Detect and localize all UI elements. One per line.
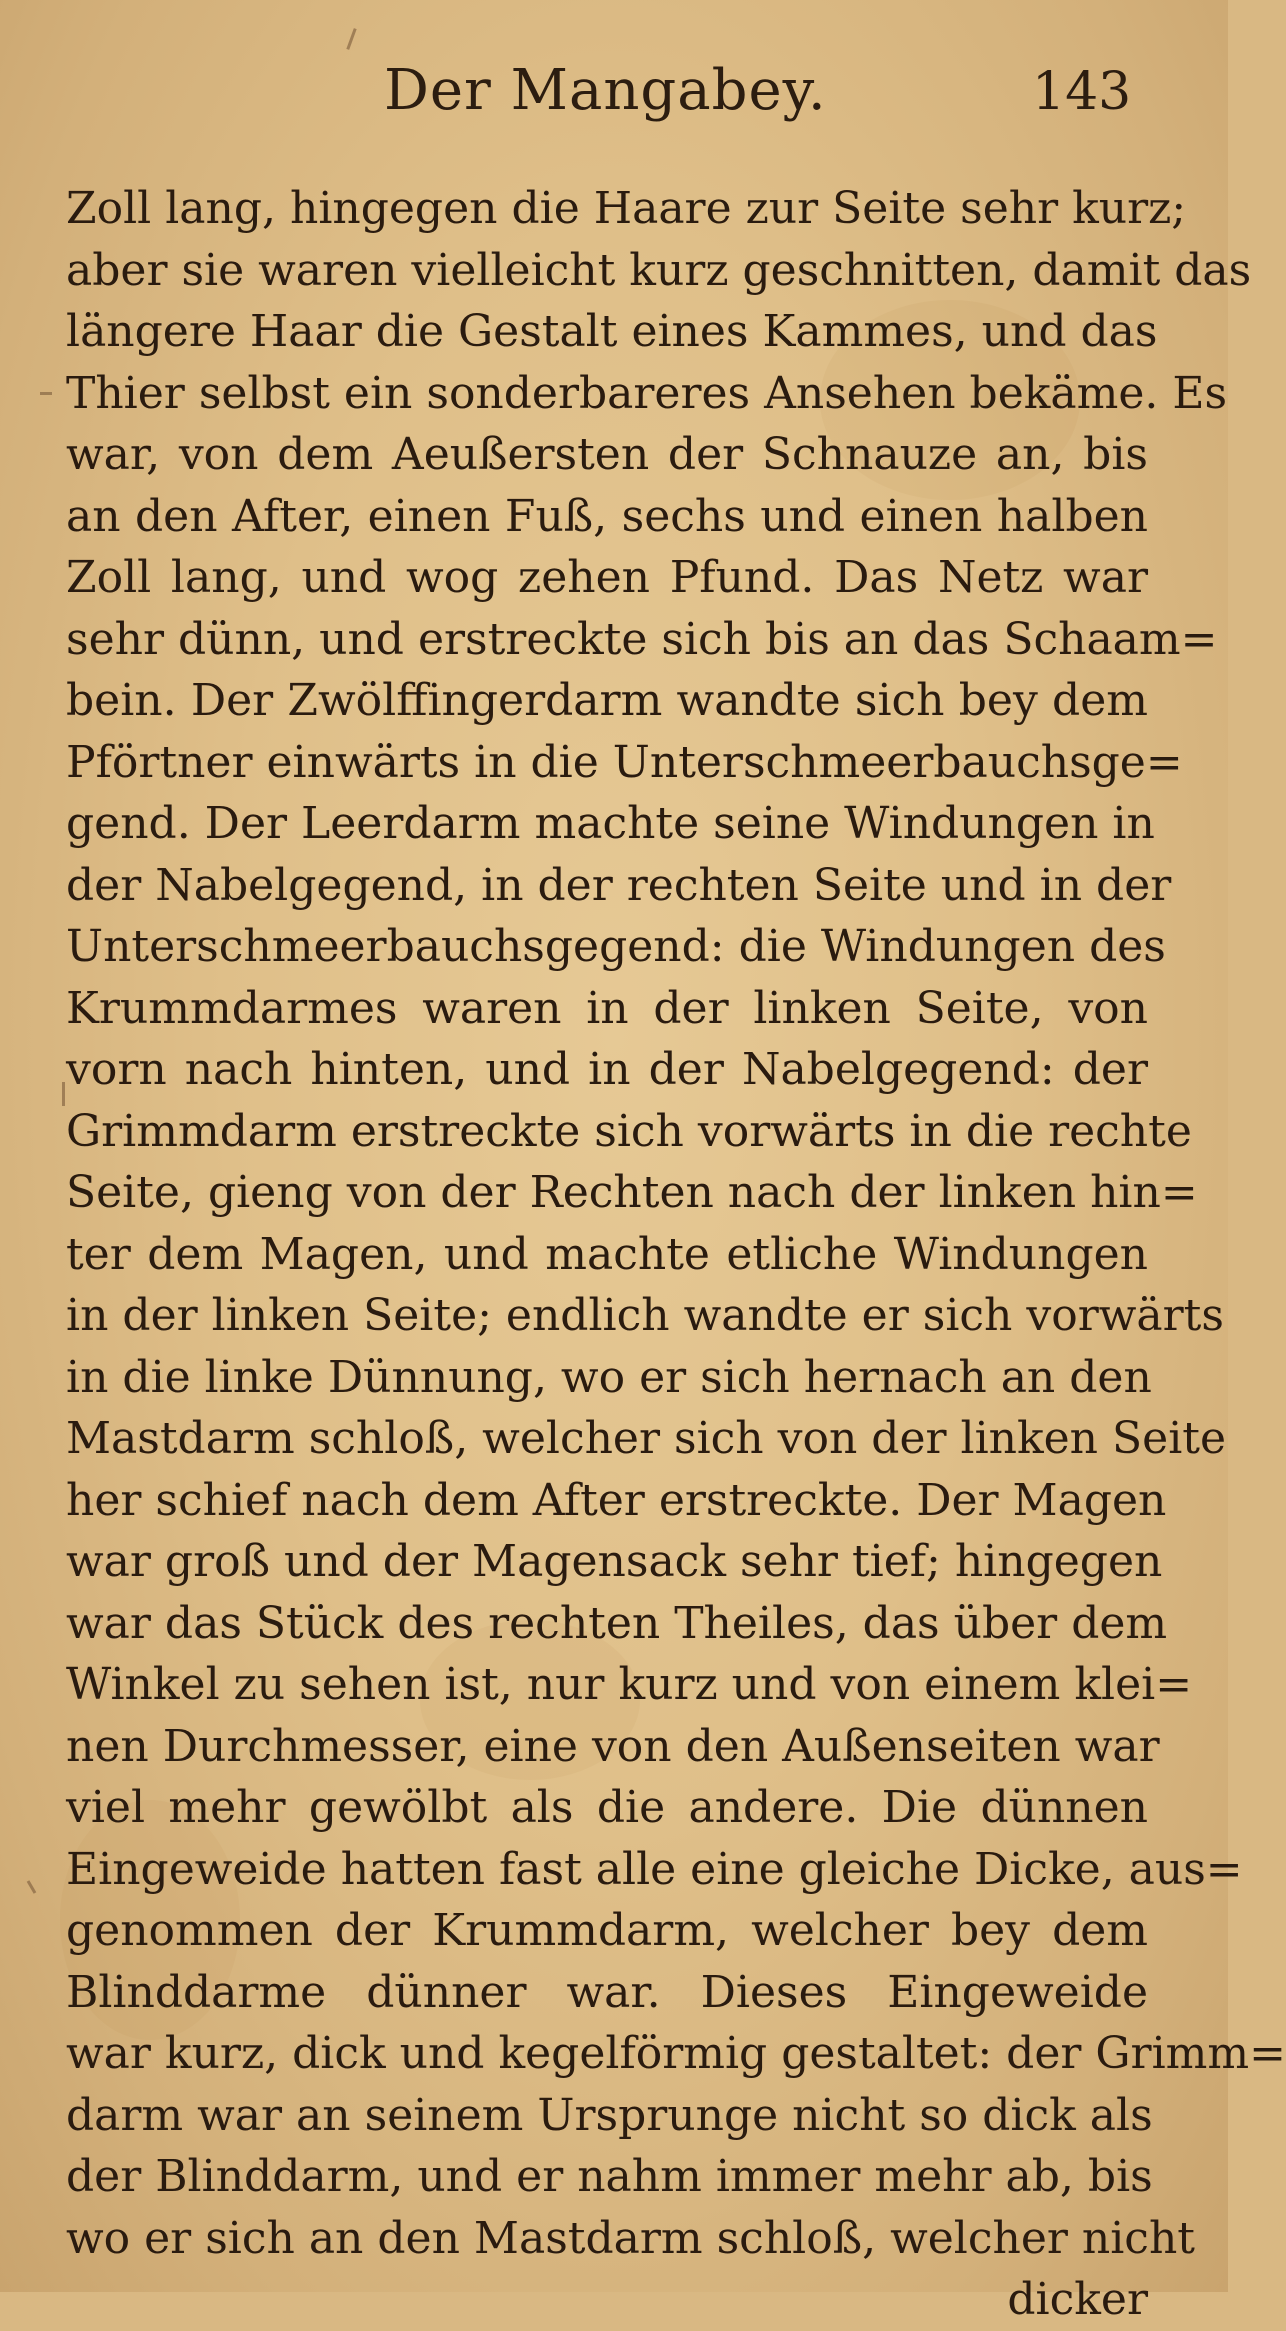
- text-line: nen Durchmesser, eine von den Außenseiten war: [66, 1720, 1160, 1772]
- text-line: der Blinddarm, und er nahm immer mehr ab, bis: [66, 2151, 1153, 2202]
- running-head: Der Mangabey.: [384, 58, 827, 123]
- text-line: Zoll lang, hingegen die Haare zur Seite sehr kurz;: [66, 183, 1187, 234]
- text-line: wo er sich an den Mastdarm schloß, welcher nicht: [66, 2212, 1195, 2264]
- text-line: viel mehr gewölbt als die andere. Die dünnen: [66, 1782, 1148, 1833]
- text-line: Pförtner einwärts in die Unterschmeerbauchsge=: [66, 736, 1183, 788]
- body-text: [66, 178, 1286, 2331]
- ink-mark: [62, 1082, 65, 1106]
- text-line: genommen der Krummdarm, welcher bey dem: [66, 1905, 1148, 1956]
- text-line: ter dem Magen, und machte etliche Windungen: [66, 1228, 1148, 1280]
- ink-mark: [346, 28, 356, 50]
- text-line: in der linken Seite; endlich wandte er sich vorwärts: [66, 1290, 1224, 1341]
- text-line: Zoll lang, und wog zehen Pfund. Das Netz war: [66, 552, 1148, 603]
- text-line: gend. Der Leerdarm machte seine Windungen in: [66, 798, 1155, 849]
- text-line: Grimmdarm erstreckte sich vorwärts in die rechte: [66, 1105, 1192, 1157]
- text-line: Thier selbst ein sonderbareres Ansehen bekäme. Es: [66, 367, 1228, 419]
- text-line: Eingeweide hatten fast alle eine gleiche Dicke, aus=: [66, 1843, 1243, 1895]
- ink-mark: [27, 1880, 37, 1894]
- catchword: dicker: [1007, 2274, 1148, 2325]
- page-number: 143: [1032, 62, 1132, 122]
- text-line: darm war an seinem Ursprunge nicht so dick als: [66, 2089, 1153, 2141]
- text-line: war, von dem Aeußersten der Schnauze an, bis: [66, 429, 1148, 480]
- text-line: an den After, einen Fuß, sechs und einen halben: [66, 490, 1148, 542]
- text-line: bein. Der Zwölffingerdarm wandte sich bey dem: [66, 675, 1148, 726]
- text-line: Mastdarm schloß, welcher sich von der linken Seite: [66, 1413, 1226, 1464]
- text-line: Krummdarmes waren in der linken Seite, von: [66, 982, 1148, 1034]
- page-header: [0, 48, 1228, 138]
- text-line: in die linke Dünnung, wo er sich hernach an den: [66, 1351, 1152, 1403]
- text-line: Blinddarme dünner war. Dieses Eingeweide: [66, 1966, 1148, 2018]
- text-line: Winkel zu sehen ist, nur kurz und von einem klei=: [66, 1659, 1193, 1710]
- text-line: Unterschmeerbauchsgegend: die Windungen des: [66, 921, 1166, 972]
- text-line: war groß und der Magensack sehr tief; hingegen: [66, 1536, 1163, 1587]
- text-line: her schief nach dem After erstreckte. Der Magen: [66, 1474, 1167, 1526]
- ink-mark: [40, 392, 52, 395]
- text-line: Seite, gieng von der Rechten nach der linken hin=: [66, 1167, 1198, 1218]
- text-line: vorn nach hinten, und in der Nabelgegend: der: [66, 1044, 1148, 1095]
- text-line: längere Haar die Gestalt eines Kammes, und das: [66, 306, 1158, 357]
- text-line: sehr dünn, und erstreckte sich bis an das Schaam=: [66, 613, 1218, 665]
- text-line: der Nabelgegend, in der rechten Seite und in der: [66, 859, 1172, 911]
- text-line: war das Stück des rechten Theiles, das über dem: [66, 1597, 1168, 1649]
- text-line: war kurz, dick und kegelförmig gestaltet: der Grimm=: [66, 2028, 1286, 2079]
- text-line: aber sie waren vielleicht kurz geschnitten, damit das: [66, 244, 1252, 296]
